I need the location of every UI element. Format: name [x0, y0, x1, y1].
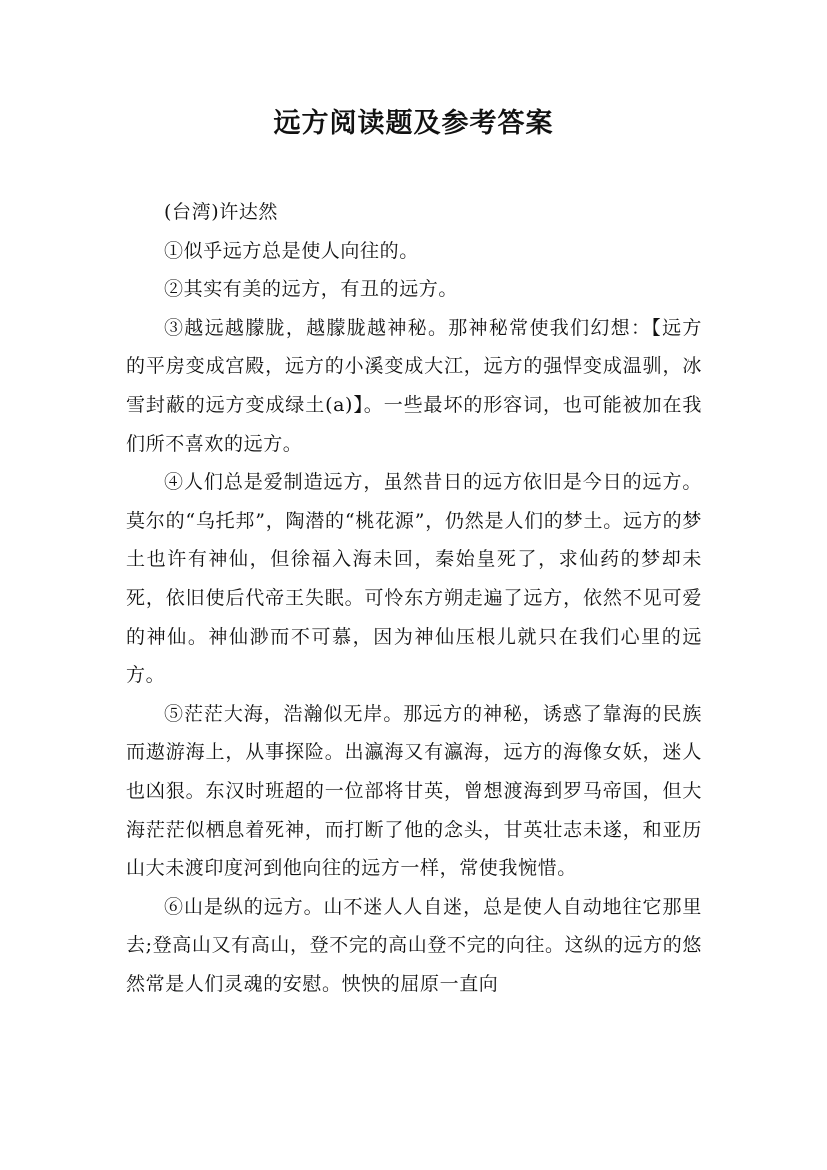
document-title: 远方阅读题及参考答案: [273, 108, 554, 139]
paragraph-2: ②其实有美的远方，有丑的远方。: [164, 278, 459, 301]
paragraph-6: ⑥山是纵的远方。山不迷人人自迷，总是使人自动地往它那里去;登高山又有高山，登不完的高山登不完的向往。这纵的远方的悠然常是人们灵魂的安慰。怏怏的屈原一直向: [126, 895, 702, 995]
paragraph-5: ⑤茫茫大海，浩瀚似无岸。那远方的神秘，诱惑了靠海的民族而遨游海上，从事探险。出瀛海又有瀛海，远方的海像女妖，迷人也凶狠。东汉时班超的一位部将甘英，曾想渡海到罗马帝国，但大海茫茫似栖息着死神，而打断了他的念头，甘英壮志未遂，和亚历山大未渡印度河到他向往的远方一样，常使我惋惜。: [126, 702, 702, 880]
author-line: (台湾)许达然: [164, 201, 279, 223]
article-body: [126, 193, 702, 1003]
paragraph-4: ④人们总是爱制造远方，虽然昔日的远方依旧是今日的远方。莫尔的“乌托邦”，陶潜的“桃花源”，仍然是人们的梦土。远方的梦土也许有神仙，但徐福入海未回，秦始皇死了，求仙药的梦却未死，依旧使后代帝王失眠。可怜东方朔走遍了远方，依然不见可爱的神仙。神仙渺而不可慕，因为神仙压根儿就只在我们心里的远方。: [126, 471, 702, 687]
paragraph-3: ③越远越朦胧，越朦胧越神秘。那神秘常使我们幻想：【远方的平房变成宫殿，远方的小溪变成大江，远方的强悍变成温驯，冰雪封蔽的远方变成绿土(a)】。一些最坏的形容词，也可能被加在我们所不喜欢的远方。: [126, 316, 702, 455]
paragraph-1: ①似乎远方总是使人向往的。: [164, 239, 419, 262]
